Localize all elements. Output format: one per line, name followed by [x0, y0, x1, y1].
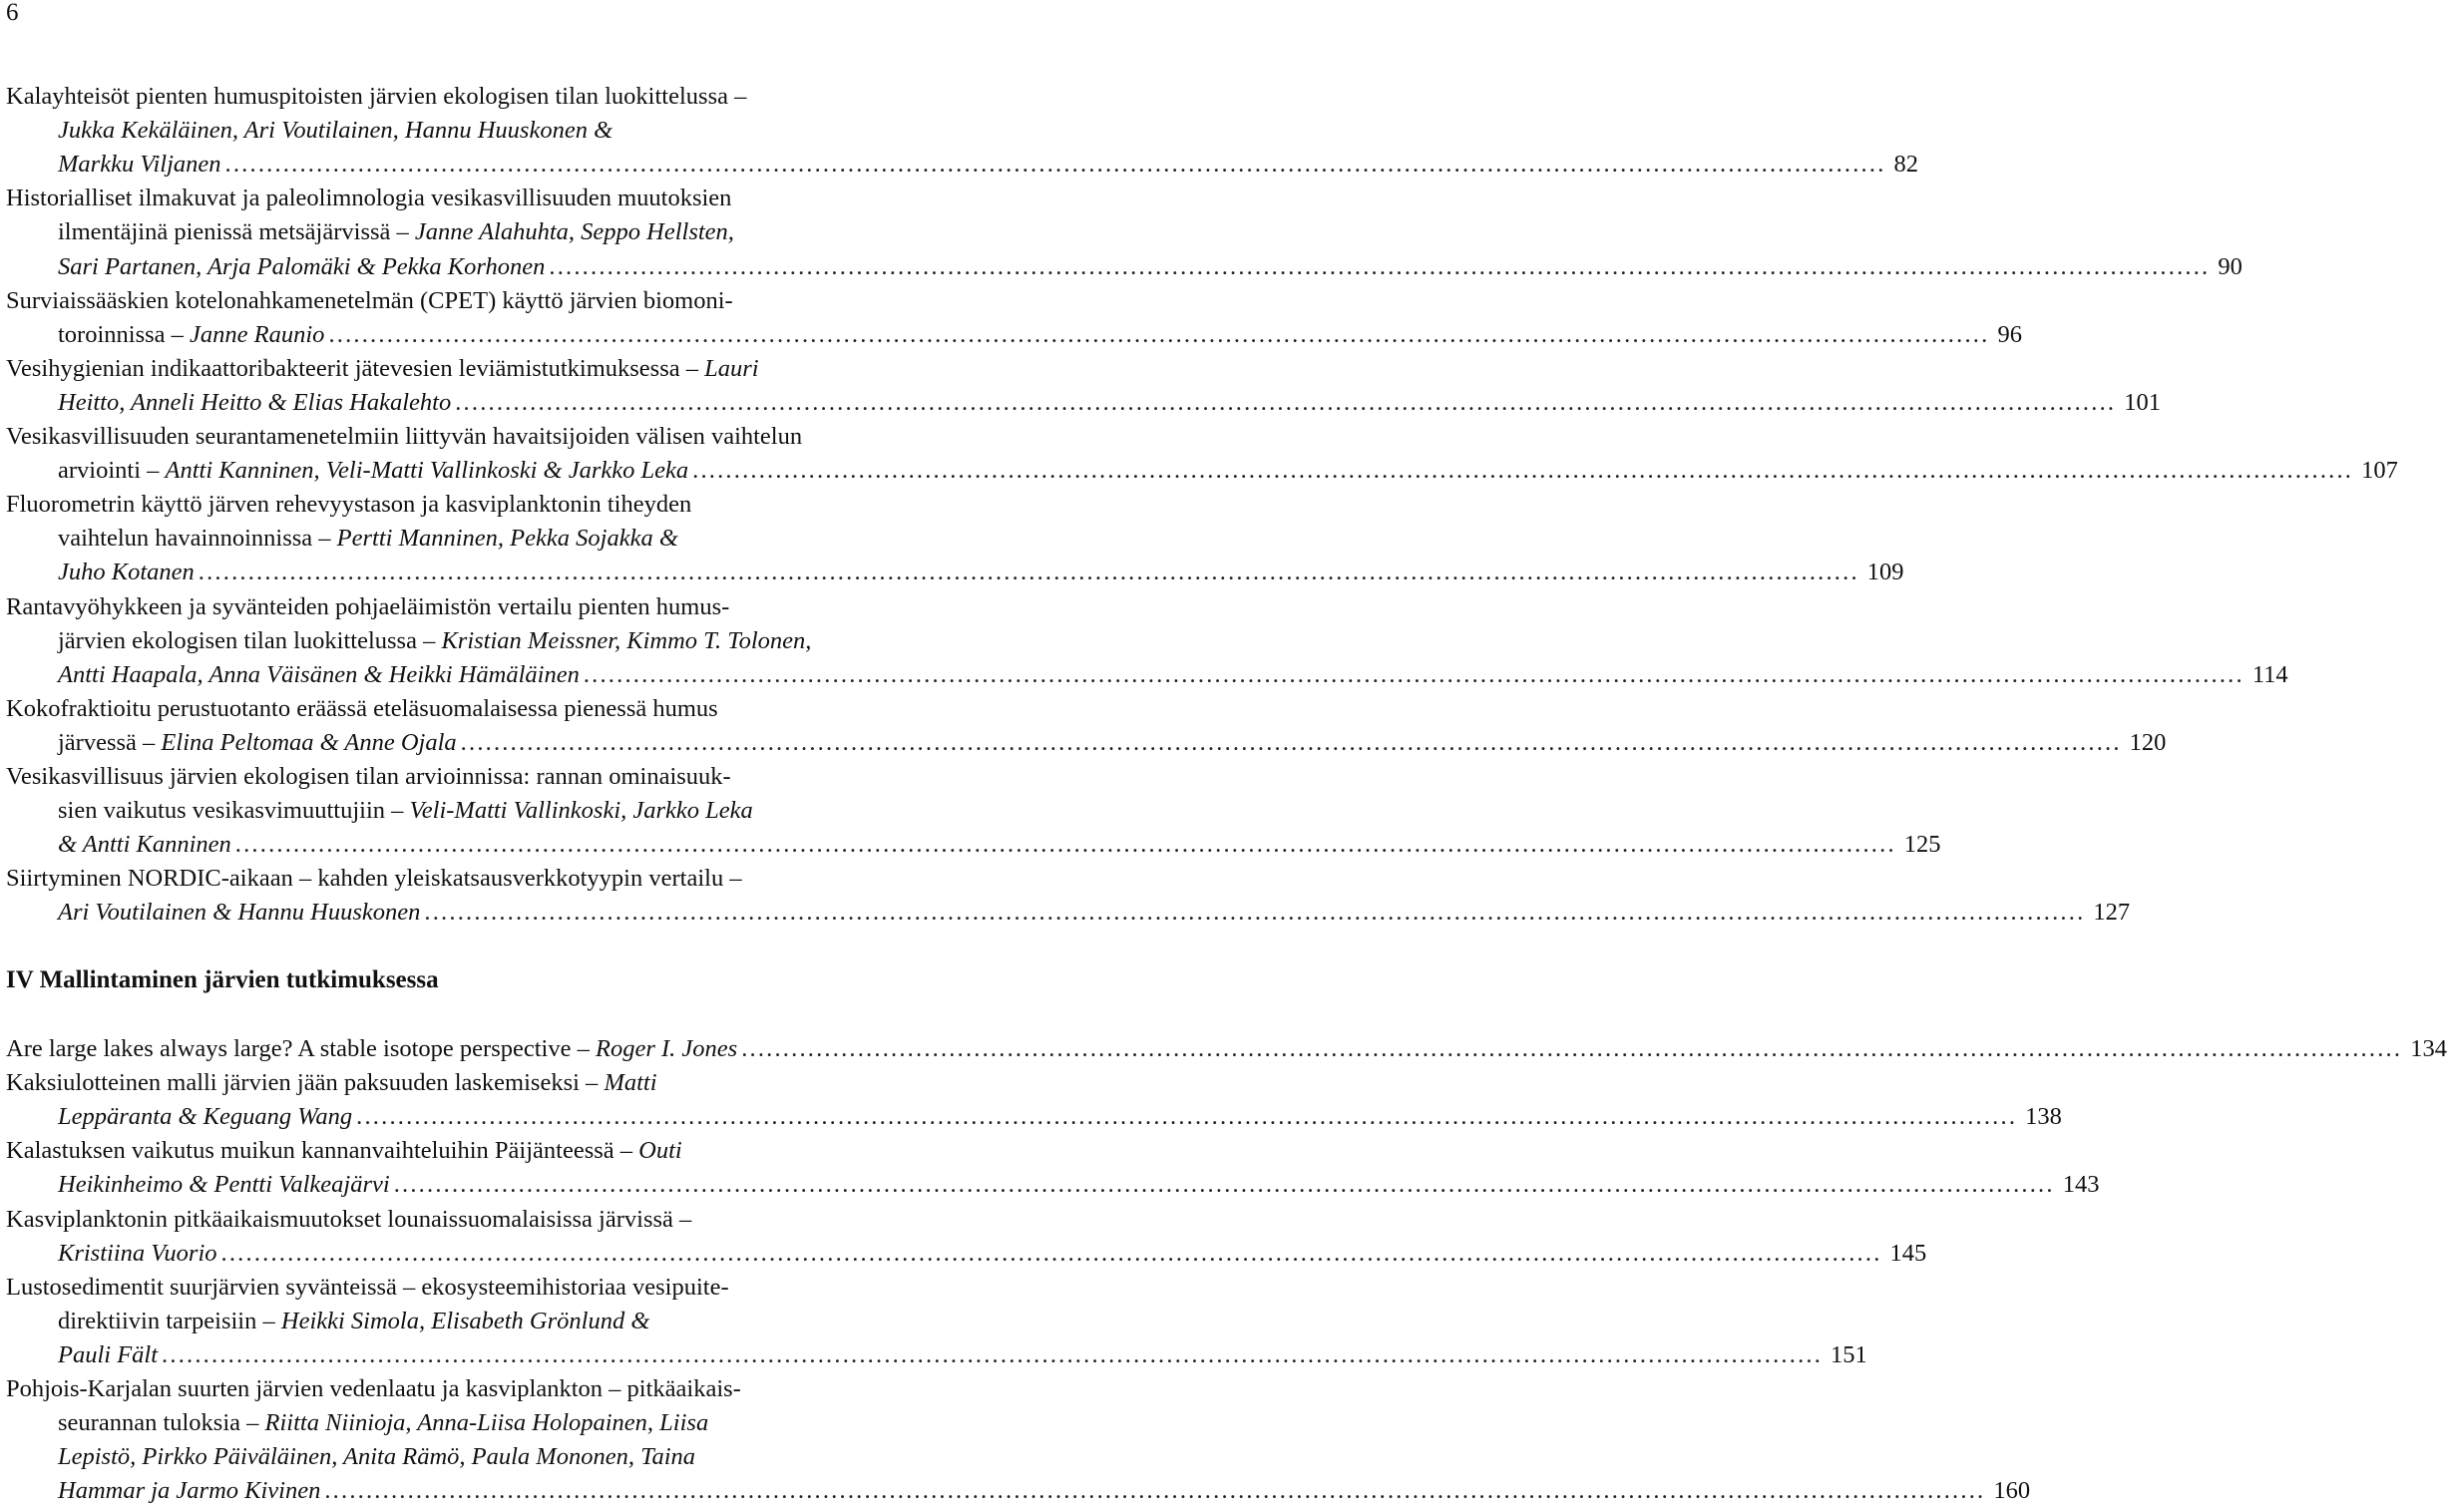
toc-entry-line: [6, 80, 956, 114]
entry-authors: Kristian Meissner, Kimmo T. Tolonen,: [441, 626, 812, 654]
dot-leader: ........................................................................................................................................................................................................: [460, 728, 2122, 756]
toc-entry-line: [58, 1100, 2062, 1134]
entry-title-text: järvessä –: [58, 728, 162, 756]
entry-page-number: 138: [2025, 1103, 2062, 1131]
dot-leader: ........................................................................................................................................................................................................: [455, 388, 2117, 416]
toc-entry-line: [58, 250, 2243, 284]
entry-authors: Leppäranta & Keguang Wang: [58, 1103, 353, 1131]
entry-title-text: Vesikasvillisuuden seurantamenetelmiin liittyvän havaitsijoiden välisen vaihtelun: [6, 423, 803, 450]
entry-authors: Matti: [604, 1069, 657, 1097]
entry-authors: Outi: [638, 1137, 682, 1165]
entry-authors: Heitto, Anneli Heitto & Elias Hakalehto: [58, 388, 452, 416]
toc-entry-line: [6, 1066, 956, 1100]
entry-authors: Kristiina Vuorio: [58, 1239, 217, 1267]
toc-entry-line: [58, 794, 956, 828]
entry-page-number: 101: [2124, 388, 2161, 416]
entry-page-number: 143: [2062, 1171, 2100, 1199]
toc-entry-line: [58, 726, 2167, 760]
toc-entry-line: [58, 1305, 956, 1338]
toc-entry-line: [6, 182, 956, 215]
entry-title-text: arviointi –: [58, 457, 166, 485]
toc-entry-line: [6, 1203, 956, 1237]
toc-entry-line: [6, 488, 956, 522]
entry-page-number: 125: [1903, 831, 1941, 859]
entry-title-text: Kokofraktioitu perustuotanto eräässä eteläsuomalaisessa pienessä humus: [6, 694, 718, 722]
entry-title-text: Historialliset ilmakuvat ja paleolimnologia vesikasvillisuuden muutoksien: [6, 185, 732, 212]
entry-authors: Lauri: [704, 354, 759, 382]
entry-page-number: 107: [2361, 457, 2398, 485]
toc-entry-line: [58, 1237, 1927, 1271]
toc-entry-line: [6, 862, 956, 896]
toc-entry-line: [58, 522, 956, 556]
entry-authors: Antti Haapala, Anna Väisänen & Heikki Hämäläinen: [58, 660, 580, 688]
dot-leader: ........................................................................................................................................................................................................: [324, 1477, 1986, 1505]
entry-authors: Veli-Matti Vallinkoski, Jarkko Leka: [409, 797, 753, 825]
dot-leader: ........................................................................................................................................................................................................: [220, 1239, 1882, 1267]
entry-page-number: 114: [2251, 660, 2288, 688]
toc-entry-line: [58, 215, 956, 249]
toc-entry-line: [6, 352, 956, 386]
entry-title-text: seurannan tuloksia –: [58, 1409, 265, 1437]
entry-page-number: 120: [2129, 728, 2167, 756]
dot-leader: ........................................................................................................................................................................................................: [356, 1103, 2018, 1131]
entry-title-text: sien vaikutus vesikasvimuuttujiin –: [58, 797, 410, 825]
entry-page-number: 151: [1831, 1340, 1867, 1368]
entry-page-number: 90: [2218, 252, 2243, 280]
toc-entry-line: [58, 658, 2288, 692]
toc-entry-line: [6, 1271, 956, 1305]
entry-title-text: direktiivin tarpeisiin –: [58, 1307, 281, 1334]
entry-authors: Pertti Manninen, Pekka Sojakka &: [336, 525, 678, 553]
entry-authors: Heikki Simola, Elisabeth Grönlund &: [280, 1307, 650, 1334]
toc-entry-line: [58, 1168, 2100, 1202]
entry-page-number: 96: [1997, 320, 2022, 348]
entry-title-text: Surviaissääskien kotelonahkamenetelmän (CPET) käyttö järvien biomoni-: [6, 286, 733, 314]
toc-entry-line: [58, 1474, 2031, 1508]
entry-authors: Riitta Niinioja, Anna-Liisa Holopainen, Liisa: [264, 1409, 709, 1437]
dot-leader: ........................................................................................................................................................................................................: [424, 899, 2086, 927]
entry-authors: Juho Kotanen: [58, 559, 195, 586]
entry-title-text: Are large lakes always large? A stable isotope perspective –: [6, 1035, 596, 1062]
dot-leader: ........................................................................................................................................................................................................: [162, 1340, 1824, 1368]
toc-entry-line: [58, 556, 1904, 589]
dot-leader: ........................................................................................................................................................................................................: [393, 1171, 2055, 1199]
entry-title-text: Siirtyminen NORDIC-aikaan – kahden yleiskatsausverkkotyypin vertailu –: [6, 865, 742, 893]
toc-entry-line: [58, 896, 2131, 930]
entry-title-text: Kasviplanktonin pitkäaikaismuutokset lounaissuomalaisissa järvissä –: [6, 1205, 692, 1233]
toc-entry-line: [6, 284, 956, 318]
entry-page-number: 109: [1866, 559, 1904, 586]
entry-authors: Antti Kanninen, Veli-Matti Vallinkoski & Jarkko Leka: [165, 457, 689, 485]
entry-authors: & Antti Kanninen: [58, 831, 231, 859]
entry-title-text: Kalastuksen vaikutus muikun kannanvaihteluihin Päijänteessä –: [6, 1137, 639, 1165]
dot-leader: ........................................................................................................................................................................................................: [328, 320, 1990, 348]
dot-leader: ........................................................................................................................................................................................................: [692, 457, 2354, 485]
entry-page-number: 160: [1993, 1477, 2031, 1505]
toc-entry-line: [58, 148, 1919, 182]
entry-title-text: vaihtelun havainnoinnissa –: [58, 525, 337, 553]
entry-authors: Heikinheimo & Pentti Valkeajärvi: [58, 1171, 390, 1199]
entry-page-number: 127: [2093, 899, 2131, 927]
toc-entry-line: [58, 828, 1941, 862]
entry-authors: Pauli Fält: [58, 1340, 159, 1368]
entry-authors: Markku Viljanen: [58, 151, 221, 179]
entry-title-text: Vesihygienian indikaattoribakteerit jätevesien leviämistutkimuksessa –: [6, 354, 705, 382]
entry-title-text: Vesikasvillisuus järvien ekologisen tilan arvioinnissa: rannan ominaisuuk-: [6, 763, 731, 790]
entry-page-number: 134: [2410, 1035, 2447, 1062]
toc-entry-line: [58, 454, 2398, 488]
entry-authors: Elina Peltomaa & Anne Ojala: [161, 728, 457, 756]
entry-title-text: Rantavyöhykkeen ja syvänteiden pohjaeläimistön vertailu pienten humus-: [6, 592, 730, 620]
entry-authors: Janne Raunio: [190, 320, 325, 348]
entry-authors: Roger I. Jones: [595, 1035, 738, 1062]
page-number: 6: [6, 0, 19, 26]
entry-title-text: Kaksiulotteinen malli järvien jään paksuuden laskemiseksi –: [6, 1069, 605, 1097]
entry-title-text: järvien ekologisen tilan luokittelussa –: [58, 626, 442, 654]
dot-leader: ........................................................................................................................................................................................................: [224, 151, 1886, 179]
entry-title-text: toroinnissa –: [58, 320, 191, 348]
entry-title-text: Pohjois-Karjalan suurten järvien vedenlaatu ja kasviplankton – pitkäaikais-: [6, 1375, 741, 1402]
entry-title-text: ilmentäjinä pienissä metsäjärvissä –: [58, 218, 415, 246]
toc-entry-line: [58, 624, 956, 658]
entry-title-text: Fluorometrin käyttö järven rehevyystason ja kasviplanktonin tiheyden: [6, 491, 692, 519]
entry-authors: Lepistö, Pirkko Päiväläinen, Anita Rämö, Paula Mononen, Taina: [58, 1443, 695, 1471]
toc-entry-line: [6, 590, 956, 624]
entry-title-text: Lustosedimentit suurjärvien syvänteissä – ekosysteemihistoriaa vesipuite-: [6, 1273, 729, 1301]
toc-entry-line: [6, 1134, 956, 1168]
dot-leader: ........................................................................................................................................................................................................: [549, 252, 2211, 280]
section-heading: IV Mallintaminen järvien tutkimuksessa: [6, 966, 439, 993]
toc-entry-line: [58, 1406, 956, 1440]
toc-entry-line: [58, 1338, 1867, 1372]
dot-leader: ........................................................................................................................................................................................................: [234, 831, 1896, 859]
toc-entry-line: [58, 1440, 956, 1474]
dot-leader: ........................................................................................................................................................................................................: [198, 559, 1859, 586]
entry-page-number: 145: [1889, 1239, 1927, 1267]
entry-authors: Sari Partanen, Arja Palomäki & Pekka Korhonen: [58, 252, 546, 280]
dot-leader: ........................................................................................................................................................................................................: [741, 1035, 2403, 1062]
entry-title-text: Kalayhteisöt pienten humuspitoisten järvien ekologisen tilan luokittelussa –: [6, 83, 747, 110]
toc-entry-line: [6, 1372, 956, 1406]
dot-leader: ........................................................................................................................................................................................................: [583, 660, 2244, 688]
entry-authors: Hammar ja Jarmo Kivinen: [58, 1477, 321, 1505]
toc-entry-line: [58, 318, 2022, 352]
toc-entry-line: [58, 386, 2161, 420]
toc-entry-line: [58, 114, 956, 148]
toc-entry-line: [6, 760, 956, 794]
entry-authors: Janne Alahuhta, Seppo Hellsten,: [414, 218, 734, 246]
entry-authors: Ari Voutilainen & Hannu Huuskonen: [58, 899, 421, 927]
toc-entry-line: [6, 420, 956, 454]
entry-page-number: 82: [1893, 151, 1919, 179]
toc-entry-line: [6, 692, 956, 726]
toc-entry-line: [6, 1032, 2447, 1066]
entry-authors: Jukka Kekäläinen, Ari Voutilainen, Hannu Huuskonen &: [58, 117, 613, 145]
